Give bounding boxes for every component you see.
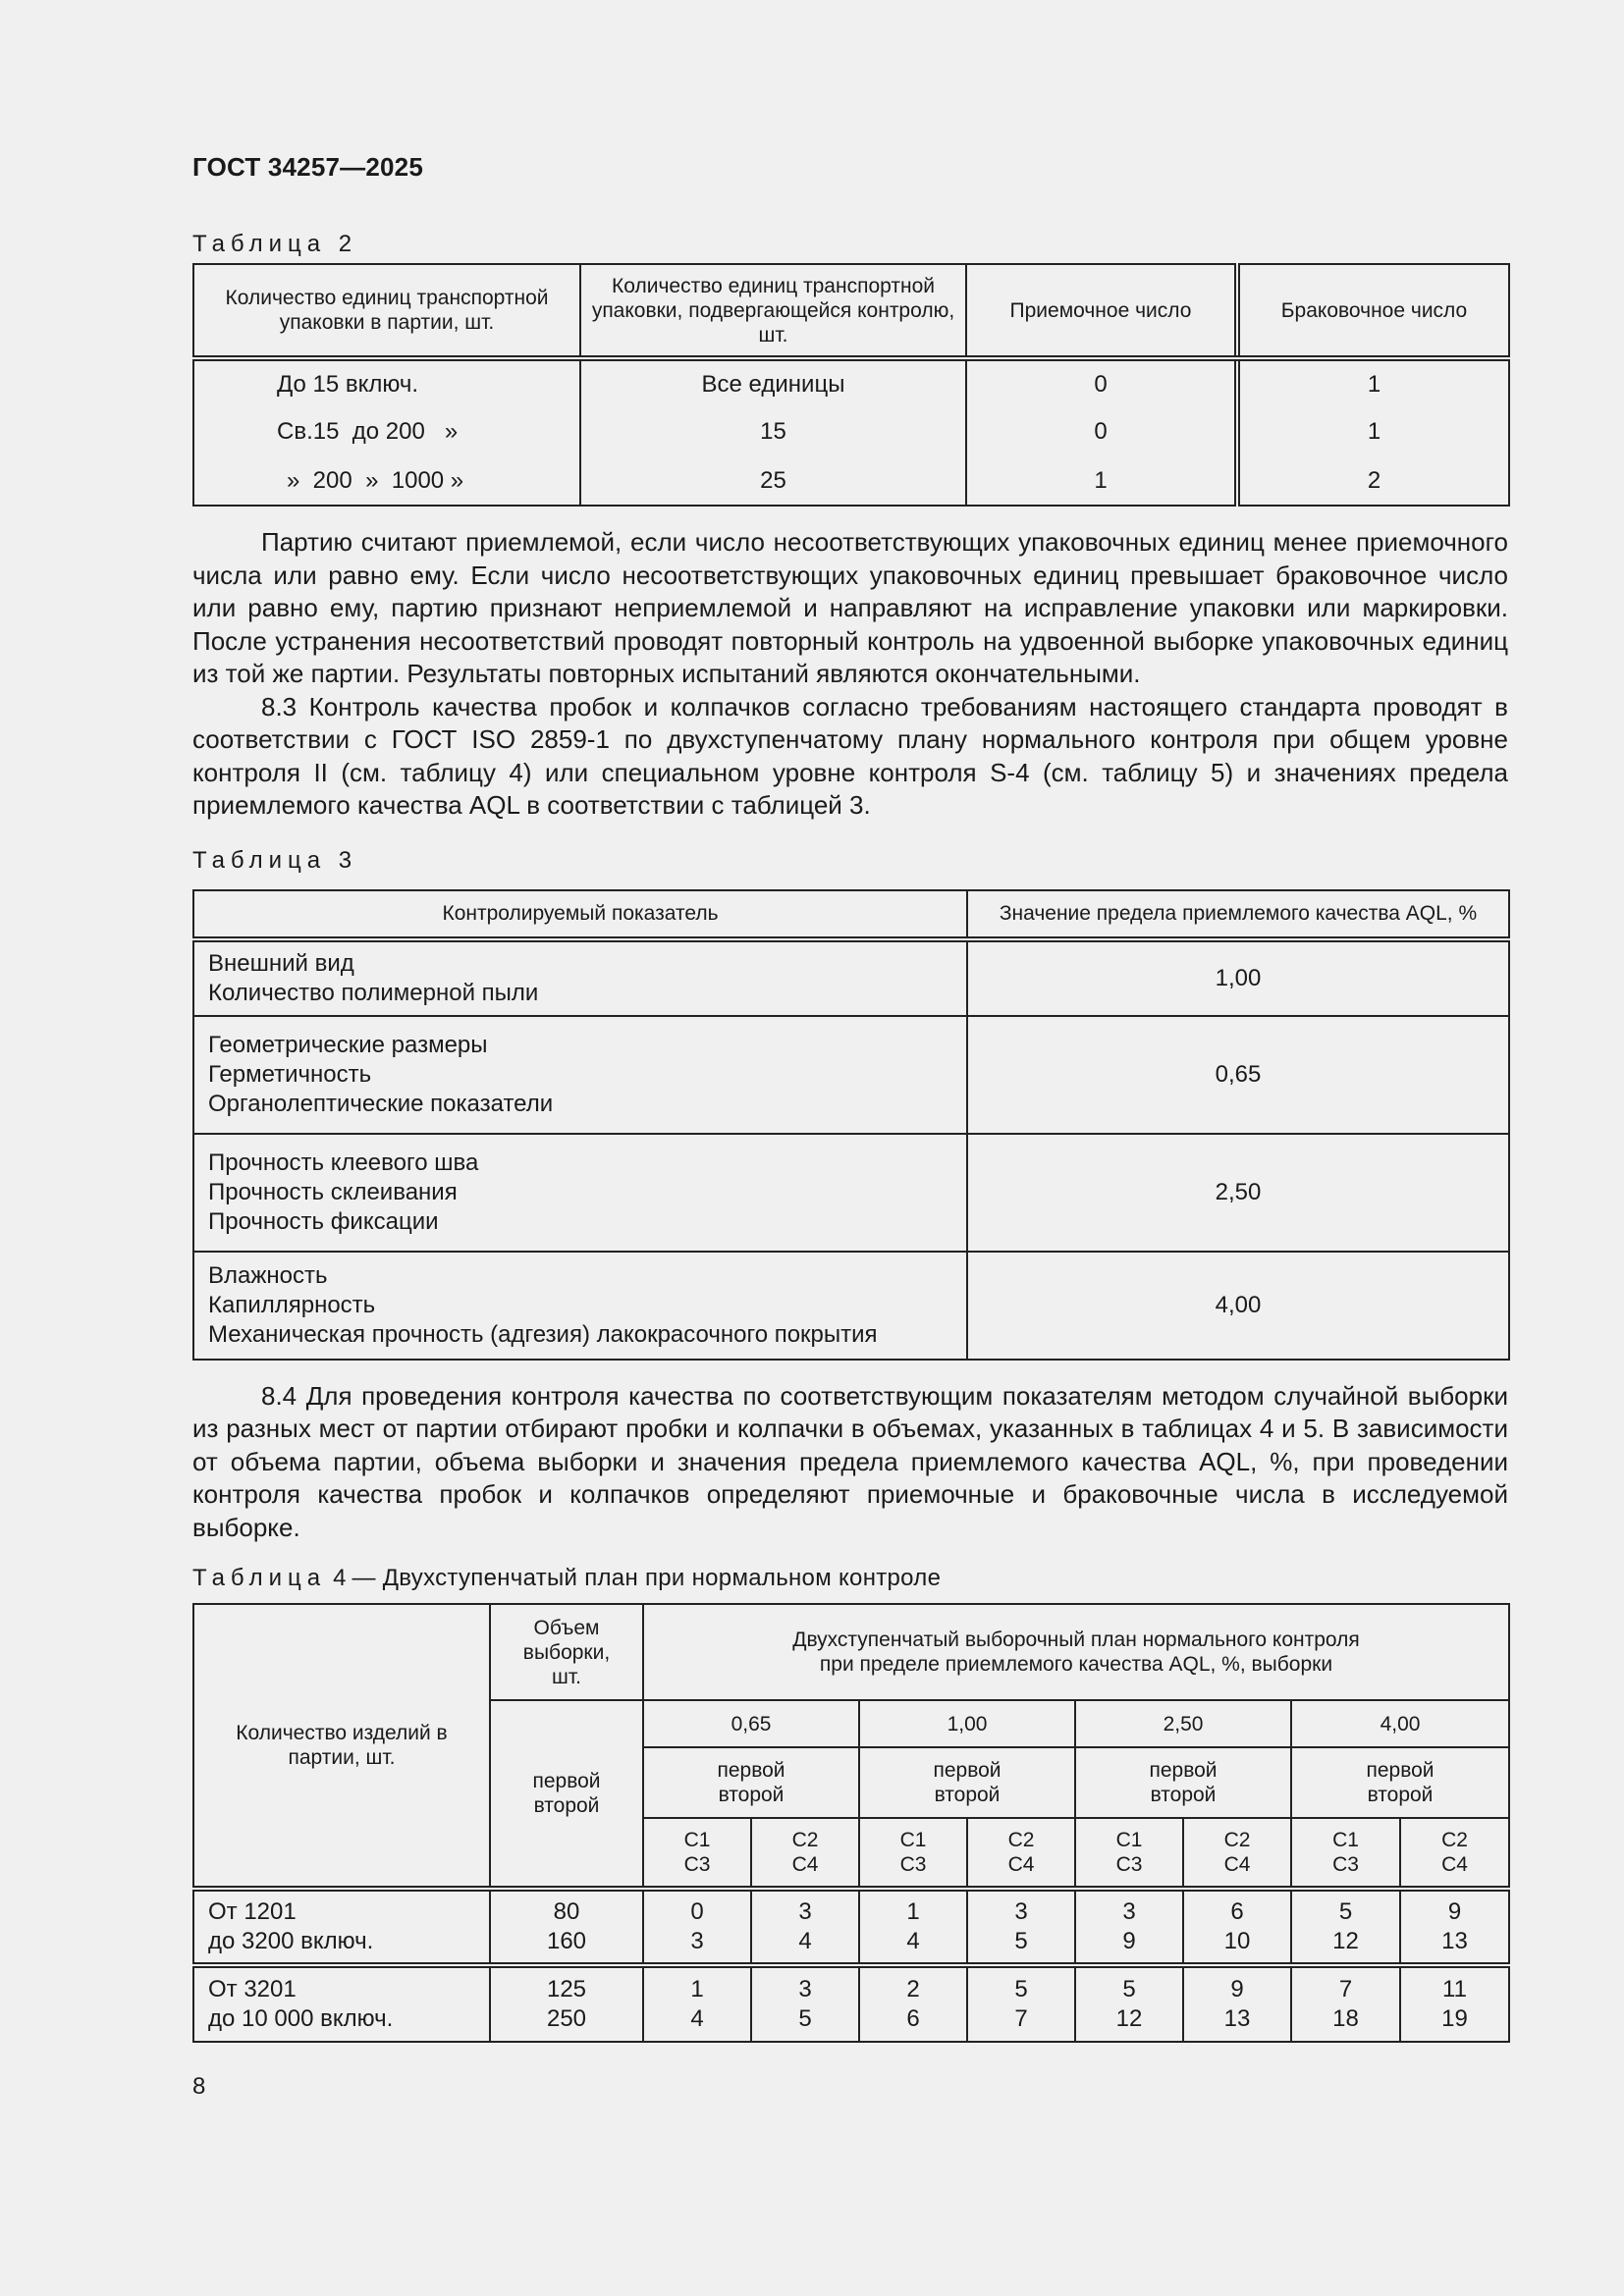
plan-value: 2: [906, 1976, 920, 2002]
table4-header-lot: Количество изделий в партии, шт.: [193, 1604, 490, 1889]
aql-value: 0,65: [967, 1016, 1509, 1134]
plan-value: 5: [1014, 1976, 1028, 2002]
indicator-item: Прочность склеивания: [208, 1178, 458, 1205]
paragraph-8-4: 8.4 Для проведения контроля качества по соответствующим показателям методом случайной выборки из разных мест от партии отбирают пробки и колпачки в объемах, указанных в таблицах 4 и 5. В зависимости от объема партии, объема выборки и значения предела приемлемого качества AQL, %, при проведении контроля качества пробок и колпачков определяют приемочные и браковочные числа в исследуемой выборке.: [192, 1380, 1508, 1542]
stage-first: первой: [1366, 1759, 1435, 1782]
indicator-item: Герметичность: [208, 1060, 372, 1088]
table2-cell: До 15 включ.: [193, 358, 580, 407]
indicator-item: Механическая прочность (адгезия) лакокрасочного покрытия: [208, 1320, 878, 1348]
aql-header: 2,50: [1075, 1700, 1291, 1747]
stage-first: первой: [717, 1759, 785, 1782]
aql-header: 1,00: [859, 1700, 1075, 1747]
table2-cell: Св.15 до 200 »: [193, 407, 580, 456]
criterion-c4: C4: [1007, 1853, 1035, 1876]
table-row: [193, 1252, 1509, 1360]
table3-caption: Таблица 3: [192, 846, 358, 874]
criterion-c3: C3: [899, 1853, 927, 1876]
criterion-c2: C2: [1441, 1829, 1468, 1851]
indicator-item: Геометрические размеры: [208, 1031, 488, 1058]
aql-value: 4,00: [967, 1252, 1509, 1360]
stage-first: первой: [933, 1759, 1001, 1782]
table2-cell: 2: [1237, 456, 1509, 506]
paragraph-8-3: 8.3 Контроль качества пробок и колпачков согласно требованиям настоящего стандарта проводят в соответствии с ГОСТ ISO 2859-1 по двухступенчатому плану нормального контроля при общем уровне контроля II (см. таблицу 4) или специальном уровне контроля S-4 (см. таблицу 5) и значениях предела приемлемого качества AQL в соответствии с таблицей 3.: [192, 691, 1508, 820]
table3-header-aql: Значение предела приемлемого качества AQL, %: [967, 890, 1509, 939]
aql-value: 1,00: [967, 939, 1509, 1016]
criterion-c1: C1: [1332, 1829, 1359, 1851]
plan-value: 0: [690, 1898, 704, 1925]
table4-header-sample-second: второй: [533, 1794, 600, 1817]
table-row: [193, 456, 1509, 506]
sample-size: 80: [553, 1898, 580, 1925]
plan-value: 3: [798, 1976, 812, 2002]
criterion-c4: C4: [791, 1853, 819, 1876]
table-row: [193, 358, 1509, 407]
table2-cell: Все единицы: [580, 358, 966, 407]
plan-value: 7: [1338, 1976, 1353, 2002]
lot-range: От 3201: [208, 1976, 297, 2002]
table2-cell: 1: [1237, 407, 1509, 456]
table4-header-plan: Двухступенчатый выборочный план нормального контроля: [792, 1629, 1360, 1651]
indicator-item: Влажность: [208, 1261, 328, 1289]
plan-value: 5: [1338, 1898, 1353, 1925]
criterion-c4: C4: [1441, 1853, 1468, 1876]
document-page: [192, 147, 1508, 2043]
table-row: [193, 407, 1509, 456]
table2-cell: 1: [1237, 358, 1509, 407]
plan-value: 9: [1230, 1976, 1244, 2002]
sample-size: 125: [546, 1976, 587, 2002]
table2-cell: 15: [580, 407, 966, 456]
criterion-c2: C2: [791, 1829, 819, 1851]
table-row: От 1201 до 3200 включ. 80 160 0 3 3 4 1 4 3 5 3 9 6 10 5 12 9 13: [193, 1889, 1509, 1965]
indicator-item: Капиллярность: [208, 1291, 376, 1318]
page-number: 8: [192, 2073, 206, 2100]
table2-cell: 0: [966, 407, 1237, 456]
plan-value: 3: [1014, 1898, 1028, 1925]
plan-value: 3: [1122, 1898, 1136, 1925]
table2-header-lot: Количество единиц транспортной упаковки в партии, шт.: [193, 264, 580, 358]
indicator-item: Внешний вид: [208, 949, 354, 977]
table2-cell: » 200 » 1000 »: [193, 456, 580, 506]
table2-header-reject: Браковочное число: [1237, 264, 1509, 358]
indicator-item: Количество полимерной пыли: [208, 979, 539, 1006]
table4-header-sample: Объем: [533, 1616, 600, 1639]
plan-value: 5: [1122, 1976, 1136, 2002]
table2-caption: Таблица 2: [192, 231, 358, 257]
table2-cell: 0: [966, 358, 1237, 407]
indicator-item: Органолептические показатели: [208, 1090, 554, 1117]
criterion-c1: C1: [899, 1829, 927, 1851]
stage-first: первой: [1149, 1759, 1218, 1782]
table2-header-sample: Количество единиц транспортной упаковки, подвергающейся контролю, шт.: [580, 264, 966, 358]
table4-caption: Таблица 4— Двухступенчатый план при нормальном контроле: [192, 1565, 942, 1591]
table4: Количество изделий в партии, шт. Объем выборки, шт. Двухступенчатый выборочный план нормального контроля при пределе приемлемого качества AQL, %, выборки первой второй 0,65 1,00 2,50 4,00 первой второй первой второй первой второй первой второй C1 C3 C2 C4 C1 C3 C2 C4 C1 C3 C2 C4 C1 C3 C2 C4 От 1201 до 3200 включ. 80 160 0 3 3 4 1 4 3 5 3 9 6 10 5 12 9 13 От 3201 до 10 000 включ. 125 250 1 4 3 5 2 6 5 7 5 12 9 13 7 18 11 19: [192, 1603, 1510, 2043]
criterion-c4: C4: [1223, 1853, 1251, 1876]
table-row: [193, 939, 1509, 1016]
table2: [192, 263, 1510, 507]
criterion-c1: C1: [1115, 1829, 1143, 1851]
table2-header-accept: Приемочное число: [966, 264, 1237, 358]
table-row: От 3201 до 10 000 включ. 125 250 1 4 3 5 2 6 5 7 5 12 9 13 7 18 11 19: [193, 1965, 1509, 2042]
document-header: ГОСТ 34257—2025: [192, 152, 423, 182]
table2-cell: 25: [580, 456, 966, 506]
aql-value: 2,50: [967, 1134, 1509, 1252]
criterion-c3: C3: [1115, 1853, 1143, 1876]
aql-header: 4,00: [1291, 1700, 1509, 1747]
plan-value: 9: [1447, 1898, 1462, 1925]
plan-value: 6: [1230, 1898, 1244, 1925]
plan-value: 1: [690, 1976, 704, 2002]
table-row: [193, 1134, 1509, 1252]
table4-header-sample-first: первой: [532, 1770, 601, 1792]
plan-value: 11: [1442, 1976, 1467, 2002]
criterion-c2: C2: [1223, 1829, 1251, 1851]
stage-second: второй: [1150, 1784, 1217, 1806]
criterion-c2: C2: [1007, 1829, 1035, 1851]
paragraph-acceptance: Партию считают приемлемой, если число несоответствующих упаковочных единиц менее приемочного числа или равно ему. Если число несоответствующих упаковочных единиц превышает браковочное число или равно ему, партию признают неприемлемой и направляют на исправление упаковки или маркировки. После устранения несоответствий проводят повторный контроль на удвоенной выборке упаковочных единиц из той же партии. Результаты повторных испытаний являются окончательными.: [192, 527, 1508, 688]
table3-header-indicator: Контролируемый показатель: [193, 890, 967, 939]
stage-second: второй: [934, 1784, 1001, 1806]
table3: [192, 889, 1510, 1361]
lot-range: От 1201: [208, 1898, 297, 1925]
criterion-c1: C1: [683, 1829, 711, 1851]
stage-second: второй: [718, 1784, 785, 1806]
plan-value: 3: [798, 1898, 812, 1925]
criterion-c3: C3: [683, 1853, 711, 1876]
criterion-c3: C3: [1332, 1853, 1359, 1876]
aql-header: 0,65: [643, 1700, 859, 1747]
indicator-item: Прочность клеевого шва: [208, 1148, 479, 1176]
table-row: [193, 1016, 1509, 1134]
indicator-item: Прочность фиксации: [208, 1207, 439, 1235]
table2-cell: 1: [966, 456, 1237, 506]
stage-second: второй: [1367, 1784, 1434, 1806]
plan-value: 1: [906, 1898, 920, 1925]
